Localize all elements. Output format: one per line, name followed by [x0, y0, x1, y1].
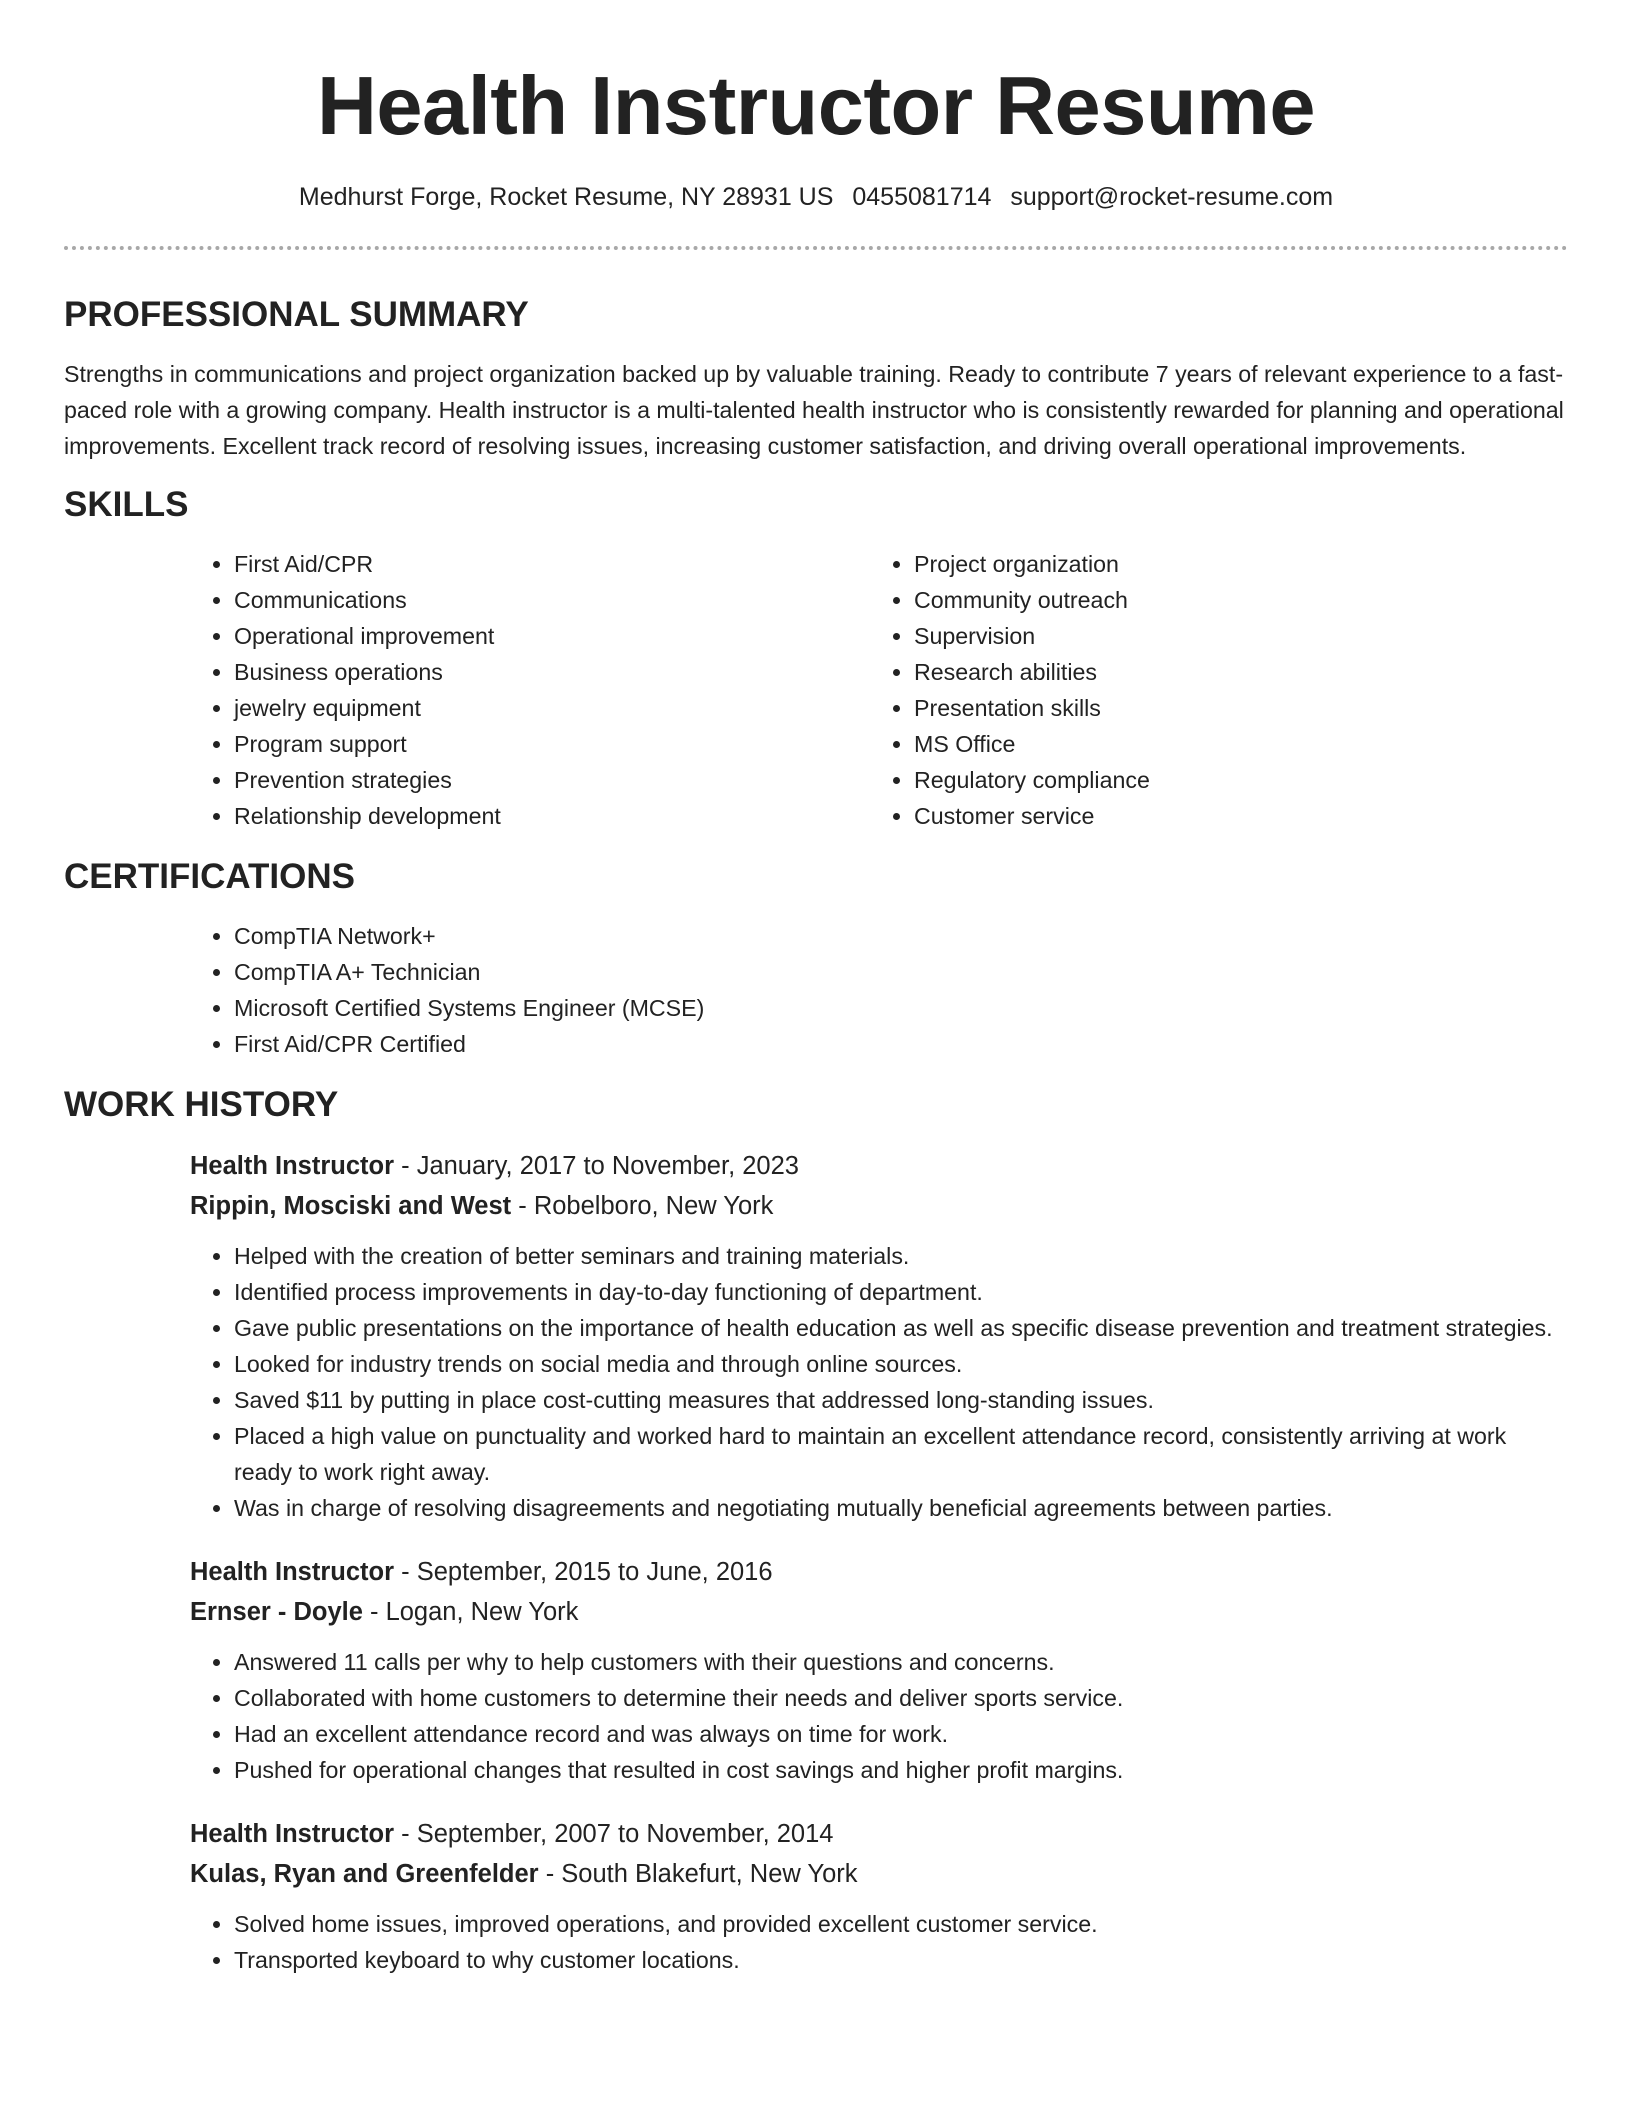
job-company: Rippin, Mosciski and West — [190, 1192, 512, 1220]
job-bullet: • Placed a high value on punctuality and worked hard to maintain an excellent attendance record, consistently arriving at work ready to work right away. — [234, 1418, 1568, 1490]
job-dates: - September, 2015 to June, 2016 — [394, 1558, 773, 1586]
header-divider — [64, 246, 1568, 250]
certifications-section — [64, 856, 1568, 1062]
job-location: - Logan, New York — [362, 1598, 579, 1626]
job-bullet: • Solved home issues, improved operations, and provided excellent customer service. — [234, 1906, 1568, 1942]
skill-item: • Supervision — [914, 618, 1550, 654]
job-location: - South Blakefurt, New York — [538, 1860, 858, 1888]
job-bullet: • Had an excellent attendance record and was always on time for work. — [234, 1716, 1568, 1752]
contact-address: Medhurst Forge, Rocket Resume, NY 28931 US — [298, 183, 834, 211]
skills-list-left — [190, 546, 870, 834]
job-bullet: • Pushed for operational changes that resulted in cost savings and higher profit margins. — [234, 1752, 1568, 1788]
skill-item: • MS Office — [914, 726, 1550, 762]
job-dates: - January, 2017 to November, 2023 — [394, 1152, 799, 1180]
job-bullets — [190, 1906, 1568, 1978]
job-entry — [190, 1814, 1568, 1978]
skills-grid — [190, 546, 1568, 834]
skill-item: • Communications — [234, 582, 870, 618]
job-bullets — [190, 1238, 1568, 1526]
skill-item: • Presentation skills — [914, 690, 1550, 726]
skills-heading: SKILLS — [64, 485, 189, 524]
skill-item: • Regulatory compliance — [914, 762, 1550, 798]
job-bullet: • Collaborated with home customers to determine their needs and deliver sports service. — [234, 1680, 1568, 1716]
certifications-heading: CERTIFICATIONS — [64, 857, 356, 896]
job-location: - Robelboro, New York — [511, 1192, 774, 1220]
job-title-line — [190, 1552, 1568, 1592]
job-bullet: • Helped with the creation of better seminars and training materials. — [234, 1238, 1568, 1274]
resume-title: Health Instructor Resume — [316, 59, 1316, 152]
skill-item: • Community outreach — [914, 582, 1550, 618]
work-history-section — [64, 1084, 1568, 1978]
job-company-line — [190, 1592, 1568, 1632]
job-company-line — [190, 1186, 1568, 1226]
certification-item: • First Aid/CPR Certified — [234, 1026, 1568, 1062]
skill-item: • Prevention strategies — [234, 762, 870, 798]
skills-column-left — [190, 546, 870, 834]
certification-item: • Microsoft Certified Systems Engineer (MCSE) — [234, 990, 1568, 1026]
resume-page — [64, 0, 1568, 1978]
summary-heading: PROFESSIONAL SUMMARY — [64, 295, 529, 334]
skill-item: • First Aid/CPR — [234, 546, 870, 582]
summary-section — [64, 294, 1568, 464]
job-title-line — [190, 1146, 1568, 1186]
job-bullet: • Transported keyboard to why customer locations. — [234, 1942, 1568, 1978]
job-bullets — [190, 1644, 1568, 1788]
summary-text: Strengths in communications and project organization backed up by valuable training. Ready to contribute 7 years of relevant experience to a fast-paced role with a growing company. Health instructor is a multi-talented health instructor who is consistently rewarded for planning and operational improvements. Excellent track record of resolving issues, increasing customer satisfaction, and driving overall operational improvements. — [64, 361, 1564, 459]
skills-column-right — [870, 546, 1550, 834]
certifications-body — [190, 918, 1568, 1062]
skill-item: • Business operations — [234, 654, 870, 690]
skills-section — [64, 484, 1568, 834]
skill-item: • Operational improvement — [234, 618, 870, 654]
skill-item: • jewelry equipment — [234, 690, 870, 726]
job-dates: - September, 2007 to November, 2014 — [394, 1820, 834, 1848]
job-entry — [190, 1146, 1568, 1526]
job-bullet: • Saved $11 by putting in place cost-cutting measures that addressed long-standing issues. — [234, 1382, 1568, 1418]
work-history-heading: WORK HISTORY — [64, 1085, 339, 1124]
job-company: Ernser - Doyle — [190, 1598, 363, 1626]
job-bullet: • Gave public presentations on the importance of health education as well as specific disease prevention and treatment strategies. — [234, 1310, 1568, 1346]
skill-item: • Relationship development — [234, 798, 870, 834]
job-entry — [190, 1552, 1568, 1788]
job-title: Health Instructor — [190, 1152, 395, 1180]
job-title: Health Instructor — [190, 1820, 395, 1848]
job-bullet: • Was in charge of resolving disagreements and negotiating mutually beneficial agreements between parties. — [234, 1490, 1568, 1526]
certifications-list — [190, 918, 1568, 1062]
skill-item: • Customer service — [914, 798, 1550, 834]
skill-item: • Research abilities — [914, 654, 1550, 690]
job-company: Kulas, Ryan and Greenfelder — [190, 1860, 539, 1888]
skill-item: • Project organization — [914, 546, 1550, 582]
job-title-line — [190, 1814, 1568, 1854]
contact-phone: 0455081714 — [852, 183, 992, 211]
contact-line — [64, 182, 1568, 212]
skill-item: • Program support — [234, 726, 870, 762]
job-bullet: • Answered 11 calls per why to help customers with their questions and concerns. — [234, 1644, 1568, 1680]
job-bullet: • Looked for industry trends on social media and through online sources. — [234, 1346, 1568, 1382]
certification-item: • CompTIA Network+ — [234, 918, 1568, 954]
certification-item: • CompTIA A+ Technician — [234, 954, 1568, 990]
job-title: Health Instructor — [190, 1558, 395, 1586]
contact-email[interactable]: support@rocket-resume.com — [1010, 183, 1334, 211]
skills-list-right — [870, 546, 1550, 834]
job-bullet: • Identified process improvements in day-to-day functioning of department. — [234, 1274, 1568, 1310]
job-company-line — [190, 1854, 1568, 1894]
